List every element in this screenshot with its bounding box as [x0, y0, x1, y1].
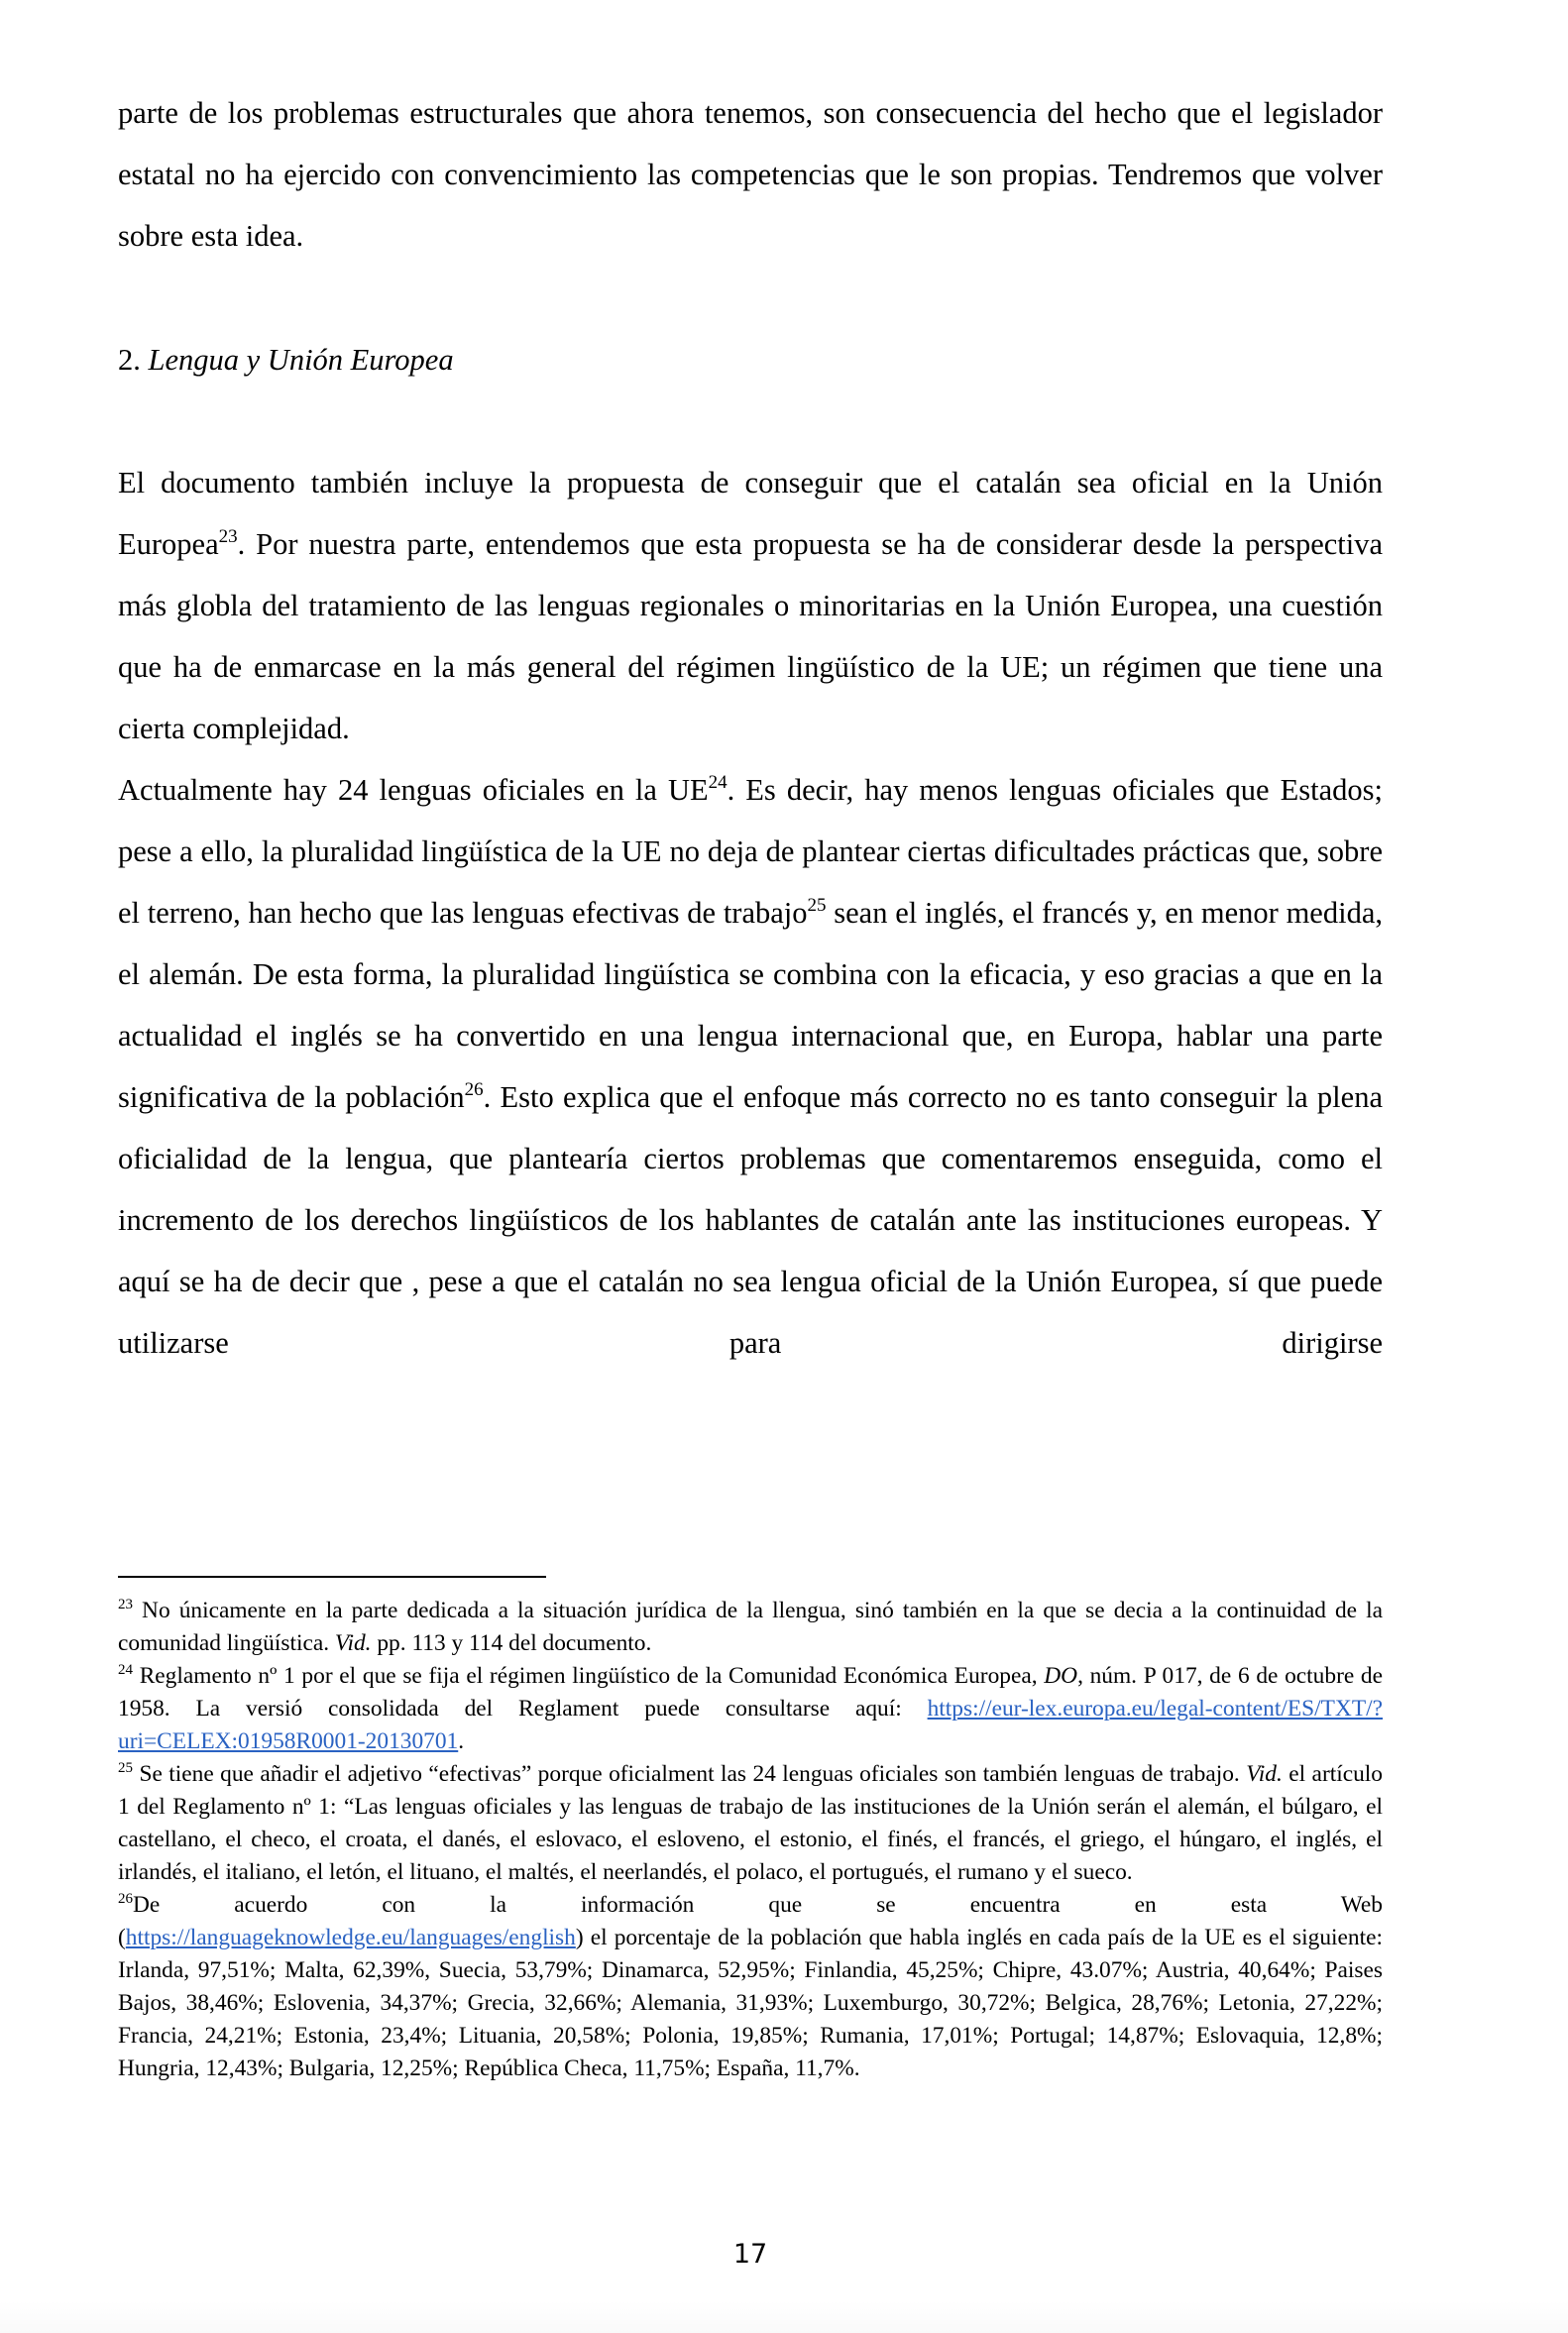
footnote-24 [118, 1660, 1383, 1758]
paragraph-text: sean el inglés, el francés y, en menor medida, el alemán. De esta forma, la pluralidad lingüística se combina con la eficacia, y eso gracias a que en la actualidad el inglés se ha convertido en una lengua internacional que, en Europa, hablar una parte significativa de la población [118, 896, 1383, 1114]
footnote-text: el artículo 1 del Reglamento nº 1: “Las lenguas oficiales y las lenguas de trabajo de las instituciones de la Unión serán el alemán, el búlgaro, el castellano, el checo, el croata, el danés, el eslovaco, el esloveno, el estonio, el finés, el francés, el griego, el húngaro, el inglés, el irlandés, el italiano, el letón, el lituano, el maltés, el neerlandés, el polaco, el portugués, el rumano y el sueco. [118, 1761, 1383, 1885]
footnote-italic-text: Vid. [334, 1630, 372, 1656]
page-number: 17 [732, 2239, 768, 2270]
languageknowledge-link[interactable]: https://languageknowledge.eu/languages/english [125, 1925, 576, 1950]
footnote-23 [118, 1595, 1383, 1660]
footnote-reference-24[interactable]: 24 [708, 772, 728, 793]
footnote-reference-23[interactable]: 23 [218, 526, 238, 547]
eur-lex-link[interactable]: https://eur-lex.europa.eu/legal-content/ES/TXT/?uri=CELEX:01958R0001-20130701 [118, 1696, 1383, 1754]
footnote-text: Se tiene que añadir el adjetivo “efectivas” porque oficialment las 24 lenguas oficiales son también lenguas de trabajo. [133, 1761, 1247, 1787]
footnote-text: ( [118, 1925, 126, 1950]
paragraph-continuation [118, 82, 1383, 267]
section-number: 2. [118, 343, 141, 377]
paragraph-text: parte de los problemas estructurales que ahora tenemos, son consecuencia del hecho que el legislador estatal no ha ejercido con convencimiento las competencias que le son propias. Tendremos que volver sobre esta idea. [118, 96, 1383, 253]
footnote-26 [118, 1889, 1383, 2085]
footnote-italic-text: Vid. [1246, 1761, 1283, 1787]
paragraph-text: Actualmente hay 24 lenguas oficiales en la UE [118, 773, 709, 807]
footnote-text: . [458, 1728, 465, 1754]
footnote-italic-text: DO [1044, 1663, 1078, 1689]
paragraph-catalan-official [118, 452, 1383, 759]
footnote-separator [118, 1576, 546, 1578]
footnote-text: Reglamento nº 1 por el que se fija el régimen lingüístico de la Comunidad Económica Europea, [133, 1663, 1045, 1689]
footnote-text: , núm. P 017, de 6 de octubre de 1958. La versió consolidada del Reglament puede consultarse aquí: [118, 1663, 1384, 1722]
footnote-reference-25[interactable]: 25 [807, 895, 827, 916]
footnote-text: pp. 113 y 114 del documento. [371, 1630, 652, 1656]
footnote-number: 24 [118, 1662, 133, 1678]
footnote-text: ) el porcentaje de la población que habla inglés en cada país de la UE es el siguiente: Irlanda, 97,51%; Malta, 62,39%, Suecia, 53,79%; Dinamarca, 52,95%; Finlandia, 45,25%; Chipre, 43.07%; Austria, 40,64%; Paises Bajos, 38,46%; Eslovenia, 34,37%; Grecia, 32,66%; Alemania, 31,93%; Luxemburgo, 30,72%; Belgica, 28,76%; Letonia, 27,22%; Francia, 24,21%; Estonia, 23,4%; Lituania, 20,58%; Polonia, 19,85%; Rumania, 17,01%; Portugal; 14,87%; Eslovaquia, 12,8%; Hungria, 12,43%; Bulgaria, 12,25%; República Checa, 11,75%; España, 11,7%. [118, 1925, 1383, 2081]
footnotes [118, 1595, 1383, 2085]
section-title: Lengua y Unión Europea [148, 343, 454, 377]
footnote-number: 25 [118, 1760, 133, 1776]
footnote-number: 26 [118, 1891, 133, 1907]
section-heading [118, 329, 454, 390]
footnote-text: De acuerdo con la información que se encuentra en esta Web [133, 1892, 1383, 1918]
paragraph-text: . Esto explica que el enfoque más correcto no es tanto conseguir la plena oficialidad de la lengua, que plantearía ciertos problemas que comentaremos enseguida, como el incremento de los derechos lingüísticos de los hablantes de catalán ante las instituciones europeas. Y aquí se ha de decir que , pese a que el catalán no sea lengua oficial de la Unión Europea, sí que puede utilizarse para dirigirse [118, 1080, 1383, 1360]
footnote-number: 23 [118, 1597, 133, 1612]
paragraph-text: El documento también incluye la propuesta de conseguir que el catalán sea oficial en la Unión Europea [118, 466, 1383, 561]
footnote-reference-26[interactable]: 26 [464, 1079, 484, 1100]
paragraph-text: . Es decir, hay menos lenguas oficiales que Estados; pese a ello, la pluralidad lingüística de la UE no deja de plantear ciertas dificultades prácticas que, sobre el terreno, han hecho que las lenguas efectivas de trabajo [118, 773, 1383, 930]
footnote-text: No únicamente en la parte dedicada a la situación jurídica de la llengua, sinó también en la que se decia a la continuidad de la comunidad lingüística. [118, 1598, 1383, 1656]
footnote-25 [118, 1758, 1383, 1889]
footnote-first-line [118, 1889, 1383, 1922]
paragraph-official-languages [118, 759, 1383, 1374]
paragraph-text: . Por nuestra parte, entendemos que esta propuesta se ha de considerar desde la perspectiva más globla del tratamiento de las lenguas regionales o minoritarias en la Unión Europea, una cuestión que ha de enmarcase en la más general del régimen lingüístico de la UE; un régimen que tiene una cierta complejidad. [118, 527, 1383, 745]
